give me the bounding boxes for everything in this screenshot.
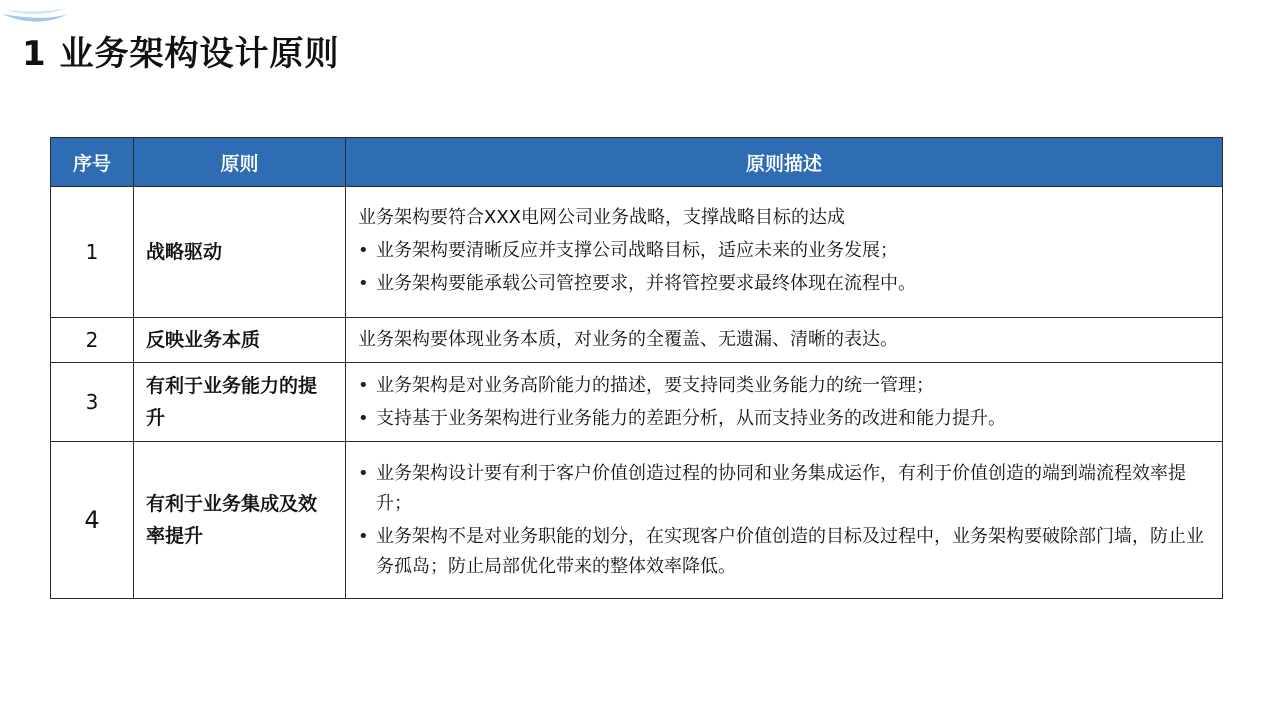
row-principle: 有利于业务能力的提升 bbox=[134, 363, 346, 442]
row-seq: 1 bbox=[51, 187, 134, 318]
header-principle: 原则 bbox=[134, 138, 346, 187]
row-principle: 战略驱动 bbox=[134, 187, 346, 318]
row-seq: 4 bbox=[51, 442, 134, 599]
table-row bbox=[51, 318, 1223, 363]
header-description: 原则描述 bbox=[346, 138, 1223, 187]
table-row bbox=[51, 442, 1223, 599]
bullet-item: • 业务架构设计要有利于客户价值创造过程的协同和业务集成运作，有利于价值创造的端到端流程效率提升； bbox=[358, 459, 1210, 519]
row-seq: 3 bbox=[51, 363, 134, 442]
header-seq: 序号 bbox=[51, 138, 134, 187]
table-header-row bbox=[51, 138, 1223, 187]
row-seq: 2 bbox=[51, 318, 134, 363]
principles-table bbox=[50, 137, 1223, 599]
bullet-item: • 业务架构是对业务高阶能力的描述，要支持同类业务能力的统一管理； bbox=[358, 371, 1210, 401]
table-row bbox=[51, 187, 1223, 318]
bullet-item: • 业务架构要能承载公司管控要求，并将管控要求最终体现在流程中。 bbox=[358, 269, 1210, 299]
row-description bbox=[346, 187, 1223, 318]
row-description bbox=[346, 363, 1223, 442]
row-principle: 有利于业务集成及效率提升 bbox=[134, 442, 346, 599]
row-description bbox=[346, 442, 1223, 599]
bullet-item: • 支持基于业务架构进行业务能力的差距分析，从而支持业务的改进和能力提升。 bbox=[358, 404, 1210, 434]
row-description bbox=[346, 318, 1223, 363]
bullet-item: • 业务架构要清晰反应并支撑公司战略目标，适应未来的业务发展； bbox=[358, 236, 1210, 266]
table-row bbox=[51, 363, 1223, 442]
bullet-item: • 业务架构不是对业务职能的划分，在实现客户价值创造的目标及过程中，业务架构要破除部门墙，防止业务孤岛；防止局部优化带来的整体效率降低。 bbox=[358, 522, 1210, 582]
row-principle: 反映业务本质 bbox=[134, 318, 346, 363]
bullet-list bbox=[358, 371, 1210, 434]
bullet-list bbox=[358, 459, 1210, 582]
bullet-list bbox=[358, 236, 1210, 299]
description-lead: 业务架构要体现业务本质，对业务的全覆盖、无遗漏、清晰的表达。 bbox=[358, 329, 898, 350]
description-lead: 业务架构要符合XXX电网公司业务战略，支撑战略目标的达成 bbox=[358, 206, 845, 228]
slide-title: 1 业务架构设计原则 bbox=[22, 34, 340, 74]
